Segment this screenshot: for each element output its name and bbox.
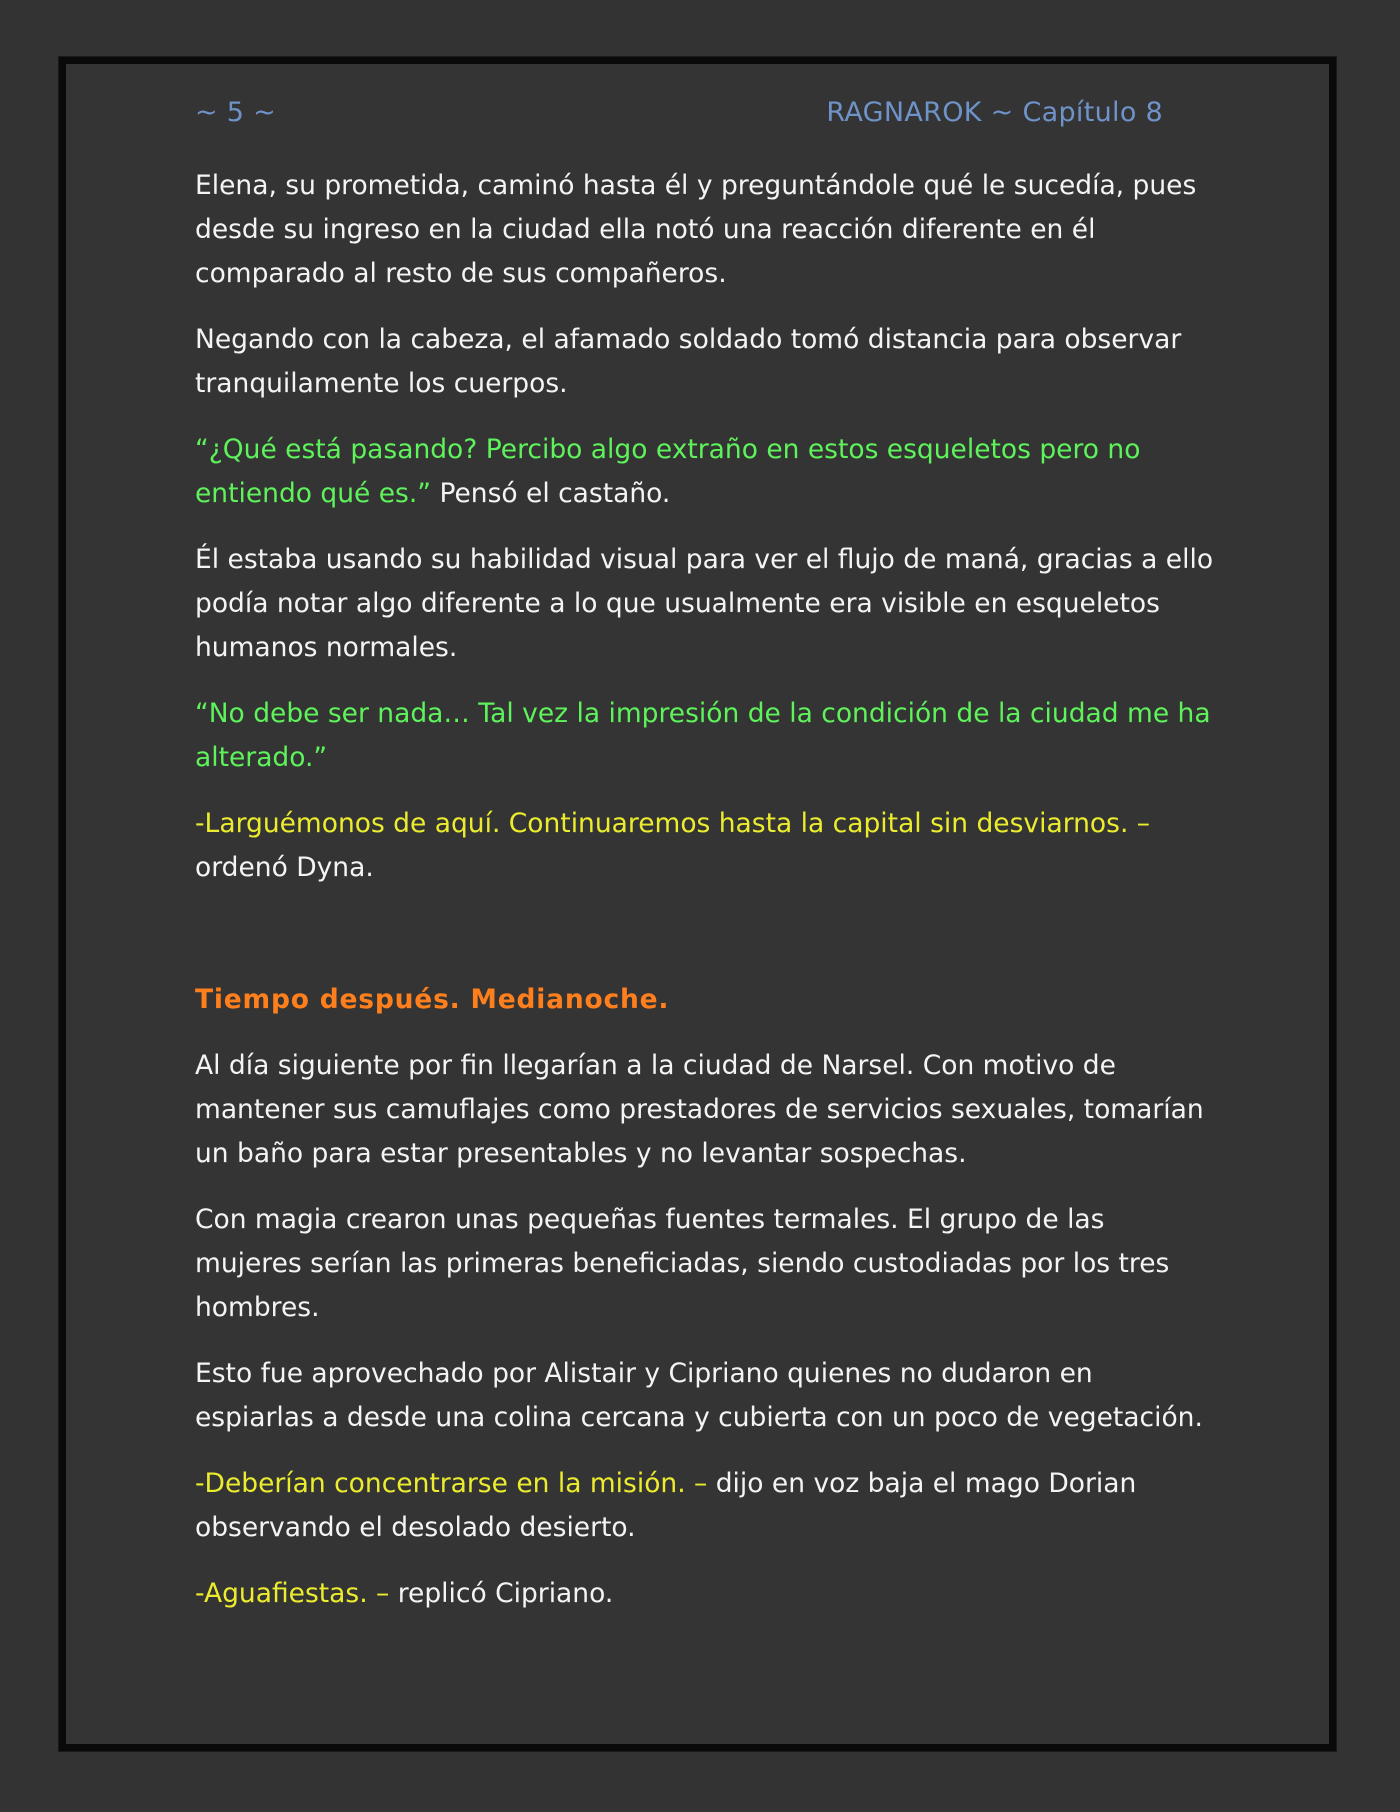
dialogue-text: -Deberían concentrarse en la misión. – — [195, 1468, 708, 1499]
paragraph — [195, 802, 1219, 890]
thought-text: “¿Qué está pasando? Percibo algo extraño en estos esqueletos pero no entiendo qué es.” — [195, 434, 1141, 509]
thought-text: “No debe ser nada… Tal vez la impresión de la condición de la ciudad me ha alterado.” — [195, 698, 1211, 773]
paragraph: Al día siguiente por fin llegarían a la ciudad de Narsel. Con motivo de mantener sus camuflajes como prestadores de servicios sexuales, tomarían un baño para estar presentables y no levantar sospechas. — [195, 1050, 1204, 1169]
paragraph: Él estaba usando su habilidad visual para ver el flujo de maná, gracias a ello podía notar algo diferente a lo que usualmente era visible en esqueletos humanos normales. — [195, 544, 1214, 663]
narration-text: replicó Cipriano. — [389, 1578, 614, 1609]
paragraph: Elena, su prometida, caminó hasta él y preguntándole qué le sucedía, pues desde su ingreso en la ciudad ella notó una reacción diferente en él comparado al resto de sus compañeros. — [195, 170, 1197, 289]
page-header — [195, 92, 1163, 132]
scene-break — [195, 912, 1219, 978]
dialogue-text: -Aguafiestas. – — [195, 1578, 390, 1609]
dialogue-text: -Larguémonos de aquí. Continuaremos hasta la capital sin desviarnos. – — [195, 808, 1151, 839]
scene-heading: Tiempo después. Medianoche. — [195, 984, 670, 1015]
paragraph: Con magia crearon unas pequeñas fuentes termales. El grupo de las mujeres serían las primeras beneficiadas, siendo custodiadas por los tres hombres. — [195, 1204, 1170, 1323]
paragraph — [195, 1572, 1219, 1616]
running-title: RAGNAROK ~ Capítulo 8 — [826, 96, 1163, 128]
narration-text: Pensó el castaño. — [431, 478, 671, 509]
paragraph — [195, 428, 1219, 516]
page-frame — [59, 57, 1336, 1751]
narration-text: dijo en voz baja el mago Dorian observando el desolado desierto. — [195, 1468, 1137, 1543]
narration-text: ordenó Dyna. — [195, 852, 374, 883]
paragraph — [195, 1462, 1219, 1550]
paragraph: Esto fue aprovechado por Alistair y Cipriano quienes no dudaron en espiarlas a desde una colina cercana y cubierta con un poco de vegetación. — [195, 1358, 1203, 1433]
chapter-text — [195, 164, 1219, 1638]
paragraph — [195, 692, 1219, 780]
page-number: ~ 5 ~ — [195, 96, 277, 128]
paragraph: Negando con la cabeza, el afamado soldado tomó distancia para observar tranquilamente los cuerpos. — [195, 324, 1182, 399]
